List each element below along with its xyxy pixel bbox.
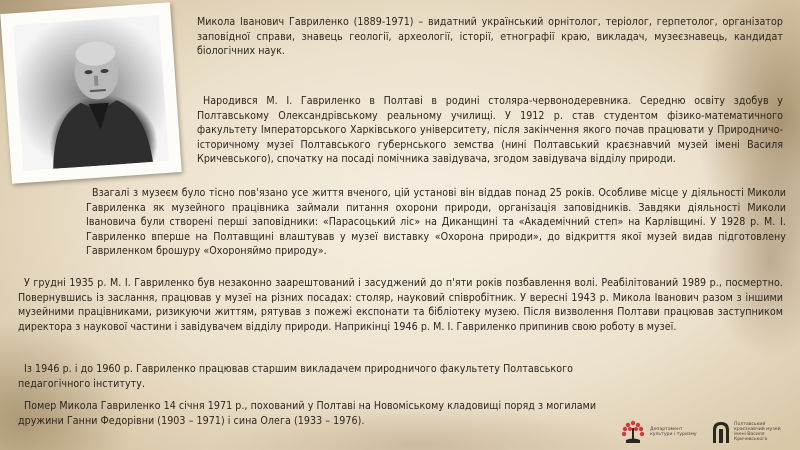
paragraph-text: У грудні 1935 р. М. І. Гавриленко був незаконно заарештований і засуджений до п'яти років позбавлення волі. Реабілітований 1989 р., посмертно. Повернувшись із заслання, працював у музеї на різних посадах: столяр, науковий співробітник. У вересні 1943 р. Микола Іванович разом з іншими музейними працівниками, ризикуючи життям, рятував з пожежі експонати та бібліотеку музею. Після визволення Полтави працював заступником директора з наукової частини і завідувачем відділу природи. Наприкінці 1946 р. М. І. Гавриленко припинив свою роботу в музеї.: [18, 277, 783, 333]
portrait-figure-icon: [13, 15, 169, 171]
culture-department-logo: [620, 419, 702, 445]
logo-caption: Полтавський краєзнавчий музей імені Василя Кричевського: [734, 421, 781, 443]
logo-caption: Департамент культури і туризму: [650, 426, 697, 437]
portrait-photo-frame: [0, 2, 181, 183]
paragraph-text: Народився М. І. Гавриленко в Полтаві в родині столяра-червонодеревника. Середню освіту здобув у Полтавському Олександрівському реальному училищі. У 1912 р. став студентом фізико-математичного факультету Імператорського Харківського університету, після закінчення якого почав працювати у Природничо-історичному музеї Полтавського губернського земства (нині Полтавський краєзнавчий музей імені Василя Кричевського), спочатку на посаді помічника завідувача, згодом завідувача відділу природи.: [197, 95, 783, 166]
paragraph-early-life: [197, 94, 783, 167]
paragraph-teaching: [18, 362, 618, 391]
paragraph-text: Микола Іванович Гавриленко (1889-1971) – видатний український орнітолог, теріолог, герпетолог, організатор заповідної справи, знавець геології, археології, історії, етнографії краю, викладач, музеєзнавець, кандидат біологічних наук.: [197, 16, 783, 58]
paragraph-intro: [197, 15, 783, 59]
paragraph-arrest: [18, 276, 783, 334]
poltava-museum-logo: [712, 421, 786, 443]
paragraph-text: Взагалі з музеєм було тісно пов'язано усе життя вченого, цій установі він віддав понад 25 років. Особливе місце у діяльності Миколи Гавриленка як музейного працівника займали питання охорони природи, організація заповідників. Завдяки діяльності Миколи Івановича були створені перші заповідники: «Парасоцький ліс» на Диканщині та «Академічний степ» на Карлівщині. У 1928 р. М. І. Гавриленко вперше на Полтавщині влаштував у музеї виставку «Охорона природи», до відкриття якої музей видав підготовлену Гавриленком брошуру «Охороняймо природу».: [86, 187, 786, 258]
tree-logo-icon: [620, 419, 646, 445]
paragraph-text: Із 1946 р. і до 1960 р. Гавриленко працював старшим викладачем природничого факультету Полтавського педагогічного інституту.: [18, 363, 574, 390]
paragraph-text: Помер Микола Гавриленко 14 січня 1971 р., похований у Полтаві на Новоміському кладовищі поряд з могилами дружини Ганни Федорівни (1903 – 1971) і сина Олега (1933 – 1976).: [18, 400, 597, 427]
paragraph-death: [18, 399, 618, 428]
museum-arch-logo-icon: [712, 421, 730, 443]
paragraph-museum-work: [86, 186, 786, 259]
portrait-photo: [13, 15, 169, 171]
footer-logos: [620, 418, 786, 446]
